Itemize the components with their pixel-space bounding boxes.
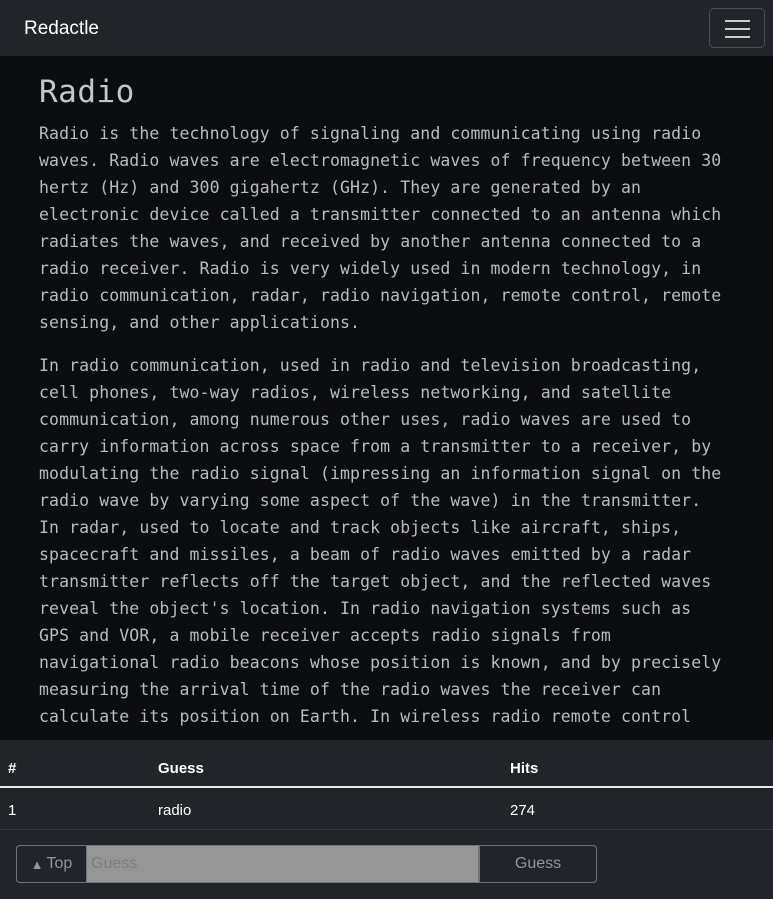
top-button[interactable] — [16, 845, 86, 883]
column-header-hits[interactable]: Hits — [510, 760, 539, 777]
guess-number: 1 — [8, 802, 17, 819]
guess-hits: 274 — [510, 802, 536, 819]
article — [39, 56, 729, 740]
guess-bar — [0, 830, 773, 899]
article-title: Radio — [39, 74, 135, 110]
arrow-up-icon: ▲ — [30, 856, 44, 872]
guesses-table — [0, 740, 773, 830]
guess-input[interactable] — [86, 845, 479, 883]
navbar — [0, 0, 773, 56]
column-header-guess[interactable]: Guess — [158, 760, 204, 777]
article-paragraph: Radio is the technology of signaling and communicating using radio waves. Radio waves are electromagnetic waves of frequency between 30 hertz (Hz) and 300 gigahertz (GHz). They are generated by an electronic device called a transmitter connected to an antenna which radiates the waves, and received by another antenna connected to a radio receiver. Radio is very widely used in modern technology, in radio communication, radar, radio navigation, remote control, remote sensing, and other applications. — [39, 124, 722, 332]
article-paragraph: In radio communication, used in radio and television broadcasting, cell phones, two-way radios, wireless networking, and satellite communication, among numerous other uses, radio waves are used to carry information across space from a transmitter to a receiver, by modulating the radio signal (impressing an information signal on the radio wave by varying some aspect of the wave) in the transmitter. In radar, used to locate and track objects like aircraft, ships, spacecraft and missiles, a beam of radio waves emitted by a radar transmitter reflects off the target object, and the reflected waves reveal the object's location. In radio navigation systems such as GPS and VOR, a mobile receiver accepts radio signals from navigational radio beacons whose position is known, and by precisely measuring the arrival time of the radio waves the receiver can calculate its position on Earth. In wireless radio remote control — [39, 356, 722, 726]
table-row[interactable] — [0, 790, 773, 830]
guess-button[interactable]: Guess — [479, 845, 597, 883]
hamburger-menu-icon[interactable] — [709, 8, 765, 48]
top-button-label: Top — [46, 855, 73, 872]
column-header-number[interactable]: # — [8, 760, 17, 777]
table-header — [0, 740, 773, 788]
guess-word: radio — [158, 802, 192, 819]
brand-title[interactable]: Redactle — [24, 18, 99, 39]
article-scroll-area[interactable] — [0, 56, 773, 740]
